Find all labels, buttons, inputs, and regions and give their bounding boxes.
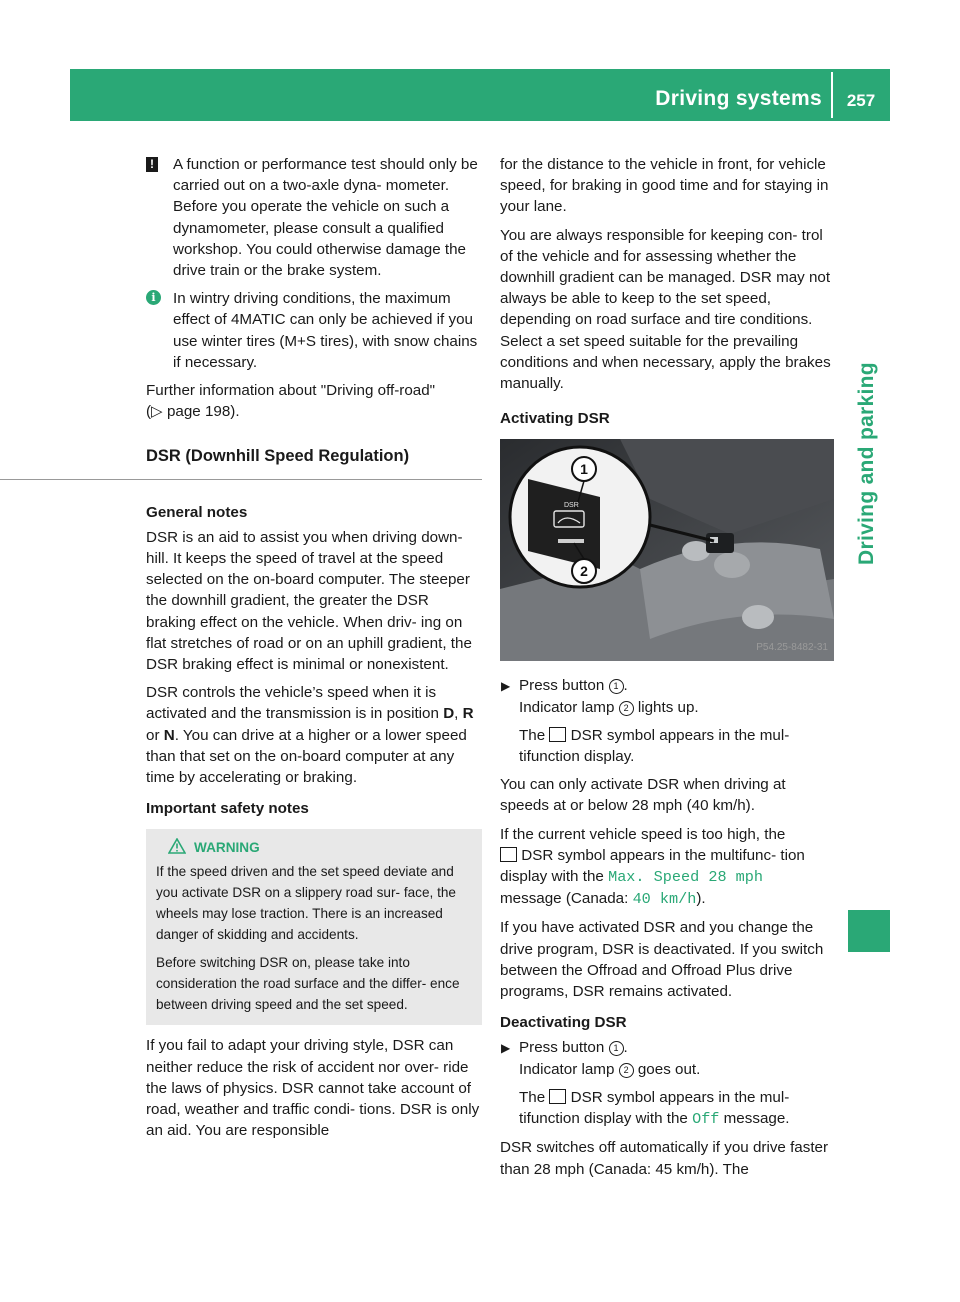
chapter-marker [848,910,890,952]
deactivate-step: ▶ Press button 1 . Indicator lamp 2 goes out. The DSR symbol appears in the mul- tifunction display with the Off message. [501,1039,790,1129]
display-message-off: Off [692,1110,720,1129]
step-text-the: The [519,726,546,744]
too-high-text-2: DSR symbol appears in the multifunc- tion display with the [500,846,805,886]
too-high-text-3: message (Canada: [500,890,629,908]
deactivating-heading: Deactivating DSR [500,1014,627,1032]
transmission-paragraph: DSR controls the vehicle’s speed when it is activated and the transmission is in position D, R or N. You can drive at a higher or a lower speed than that set on the on-board computer at any time by accelerating or braking. [146,684,474,787]
general-notes-paragraph: DSR is an aid to assist you when driving down- hill. It keeps the speed of travel at the speed selected on the on-board computer. The steeper the downhill gradient, the greater the DSR braking effect on the vehicle. When driv- ing on flat stretches of road or on an uphill gradient, the DSR braking effect is minimal or nonexistent. [146,528,472,674]
callout-1: 1 [580,461,588,478]
step-text-out: goes out. [637,1060,701,1078]
gear-r: R [462,705,474,723]
center-console-photo [500,439,834,661]
continued-paragraph: for the distance to the vehicle in front, for vehicle speed, for braking in good time and for staying in your lane. [500,156,829,216]
gear-n: N [163,726,175,744]
further-info [146,380,482,422]
callout-number-1: 1 [609,679,624,694]
header-divider [831,72,833,118]
dsr-symbol-icon [549,1089,566,1104]
console-illustration [500,439,834,661]
responsibility-paragraph: You are always responsible for keeping con- trol of the vehicle and for assessing whether the downhill gradient can be managed. DSR may not always be able to keep to the set speed, depending on road surface and tire conditions. Select a set speed suitable for the prevailing conditions and when necessary, apply the brakes manually. [500,226,831,393]
closing-paragraph: If you fail to adapt your driving style, DSR can neither reduce the risk of accident nor over- ride the laws of physics. DSR cannot take account of road, weather and traffic condi- tions. DSR is only an aid. You are responsible [146,1037,480,1140]
gear-d: D [443,705,455,723]
caution-text: A function or performance test should only be carried out on a two-axle dyna- mometer. Before you operate the vehicle on such a dynamometer, please consult a qualified workshop. You could otherwise damage the drive train or the brake system. [173,156,478,280]
step-text-the: The [519,1088,546,1106]
warning-box [146,829,482,1025]
page-reference-link[interactable]: (▷ page 198). [146,403,240,421]
right-column [500,154,834,1187]
step-text-message: message. [723,1110,790,1128]
activating-heading: Activating DSR [500,410,610,428]
step-text-symbol: DSR symbol appears in the mul- tifunction display. [519,726,790,766]
step-text-symbol: DSR symbol appears in the mul- tifunction display with the [519,1088,790,1128]
info-text: In wintry driving conditions, the maximum effect of 4MATIC can only be achieved if you use winter tires (M+S tires), with snow chains if necessary. [173,290,478,371]
final-paragraph: DSR switches off automatically if you drive faster than 28 mph (Canada: 45 km/h). The [500,1139,829,1178]
warning-triangle-icon [168,838,186,854]
callout-number-2: 2 [619,701,634,716]
transmission-text-cont: . You can drive at a higher or a lower speed than that set on the on-board computer at any time by accelerating or braking. [146,726,467,787]
transmission-text: DSR controls the vehicle’s speed when it is activated and the transmission is in position [146,684,439,723]
too-high-text-4: ). [696,890,706,908]
callout-number-2: 2 [619,1063,634,1078]
warning-text-1: If the speed driven and the set speed deviate and you activate DSR on a slippery road sur- face, the wheels may lose traction. There is an increased danger of skidding and accidents. [156,864,456,943]
further-info-text: Further information about "Driving off-road" [146,382,436,400]
dsr-symbol-icon [500,847,517,862]
too-high-paragraph [500,824,834,911]
callout-2: 2 [580,563,588,580]
warning-header [156,837,472,858]
display-message-canada: 40 km/h [632,890,697,909]
caution-icon: ! [146,157,158,172]
info-note [146,288,482,373]
section-heading: DSR (Downhill Speed Regulation) [0,446,482,479]
general-notes-heading: General notes [146,503,248,521]
page-number: 257 [846,91,876,110]
speed-paragraph: You can only activate DSR when driving at speeds at or below 28 mph (40 km/h). [500,776,786,815]
step-text-lamp: Indicator lamp [519,698,615,716]
activate-step: ▶ Press button 1 . Indicator lamp 2 lights up. The DSR symbol appears in the mul- tifunction display. [501,677,790,766]
step-text-lamp: Indicator lamp [519,1060,615,1078]
step-text: Press button [519,1039,605,1057]
photo-code: P54.25-8482-31 [756,642,828,654]
warning-text-2: Before switching DSR on, please take into consideration the road surface and the differ- ence between driving speed and the set speed. [156,955,460,1013]
display-message-max-speed: Max. Speed 28 mph [608,868,764,887]
section-title: Driving systems [655,87,822,110]
caution-note [146,154,482,281]
drive-program-paragraph: If you have activated DSR and you change the drive program, DSR is deactivated. If you switch between the Offroad and Offroad Plus drive programs, DSR remains activated. [500,919,824,1001]
safety-heading: Important safety notes [146,800,309,818]
dsr-button-label: DSR [564,502,579,510]
chapter-tab-label: Driving and parking [855,362,878,565]
step-text: Press button [519,677,605,695]
warning-label: WARNING [194,840,260,856]
info-icon: i [146,290,161,305]
step-arrow-icon: ▶ [501,1041,511,1056]
gear-or: or [146,726,160,744]
step-arrow-icon: ▶ [501,679,511,694]
step-text-lights: lights up. [637,698,699,716]
left-column [146,154,482,1149]
dsr-symbol-icon [549,727,566,742]
callout-number-1: 1 [609,1041,624,1056]
too-high-text: If the current vehicle speed is too high, the [500,825,786,843]
